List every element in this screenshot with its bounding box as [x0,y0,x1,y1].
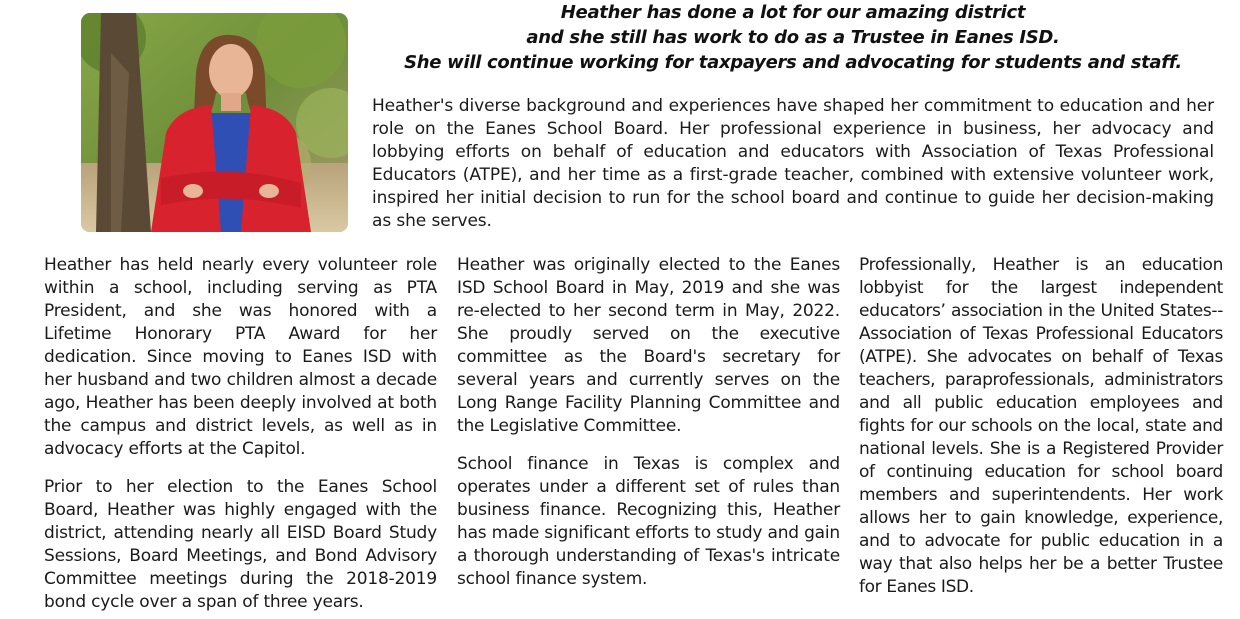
headline-line-3: She will continue working for taxpayers and advocating for students and staff. [404,52,1182,73]
portrait-illustration [81,13,348,232]
column-2-paragraph-2: School finance in Texas is complex and operates under a different set of rules than business finance. Recognizing this, Heather has made significant efforts to study and gain a thorough understanding of Texas's intricate school finance system. [457,454,840,589]
headline-line-1: Heather has done a lot for our amazing district [560,2,1026,23]
column-1-paragraph-1: Heather has held nearly every volunteer role within a school, including serving as PTA President, and she was honored with a Lifetime Honorary PTA Award for her dedication. Since moving to Eanes ISD with her husband and two children almost a decade ago, Heather has been deeply involved at both the campus and district levels, as well as in advocacy efforts at the Capitol. [44,255,437,459]
intro-paragraph: Heather's diverse background and experiences have shaped her commitment to education and her role on the Eanes School Board. Her professional experience in business, her advocacy and lobbying efforts on behalf of education and educators with Association of Texas Professional Educators (ATPE), and her time as a first-grade teacher, combined with extensive volunteer work, inspired her initial decision to run for the school board and continue to guide her decision-making as she serves. [372,96,1214,231]
column-1-paragraph-2: Prior to her election to the Eanes School Board, Heather was highly engaged with the district, attending nearly all EISD Board Study Sessions, Board Meetings, and Bond Advisory Committee meetings during the 2018-2019 bond cycle over a span of three years. [44,477,437,612]
column-3-paragraph-1: Professionally, Heather is an education lobbyist for the largest independent educators’ association in the United States--Association of Texas Professional Educators (ATPE). She advocates on behalf of Texas teachers, paraprofessionals, administrators and all public education employees and fights for our schools on the local, state and national levels. She is a Registered Provider of continuing education for school board members and superintendents. Her work allows her to gain knowledge, experience, and to advocate for public education in a way that also helps her be a better Trustee for Eanes ISD. [859,255,1223,597]
headline-line-2: and she still has work to do as a Trustee in Eanes ISD. [526,27,1060,48]
column-2 [457,254,840,591]
headline [372,0,1214,75]
column-3 [859,254,1223,599]
column-2-paragraph-1: Heather was originally elected to the Eanes ISD School Board in May, 2019 and she was re-elected to her second term in May, 2022. She proudly served on the executive committee as the Board's secretary for several years and currently serves on the Long Range Facility Planning Committee and the Legislative Committee. [457,255,840,436]
portrait-photo [81,13,348,232]
column-1 [44,254,437,614]
